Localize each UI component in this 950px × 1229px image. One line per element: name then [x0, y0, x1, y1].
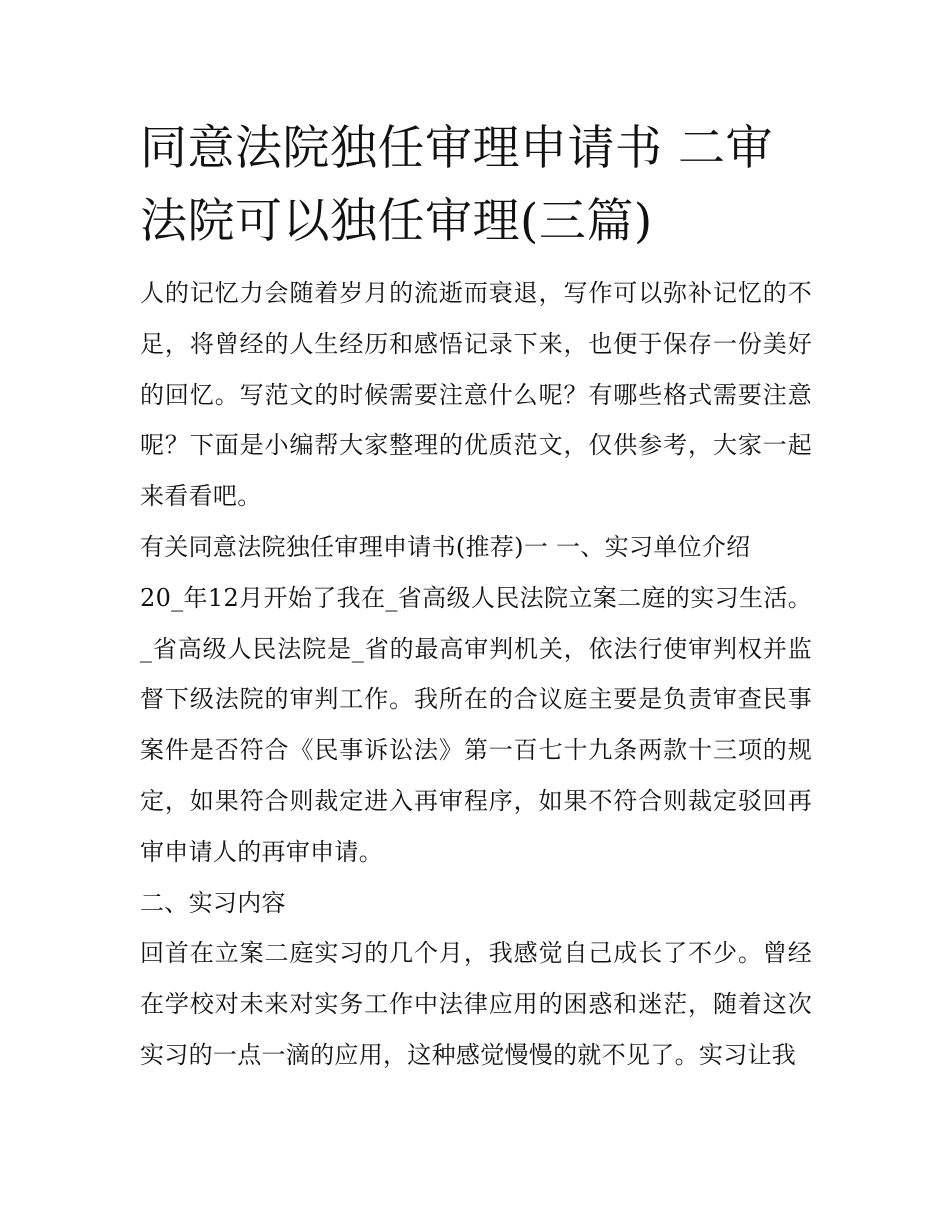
section-heading-1: 有关同意法院独任审理申请书(推荐)一 一、实习单位介绍 — [140, 532, 751, 561]
section-heading-2: 二、实习内容 — [140, 888, 286, 917]
document-title — [140, 112, 812, 258]
document-body — [140, 268, 812, 1081]
title-line-2: 法院可以独任审理(三篇) — [140, 194, 653, 249]
paragraph-internship-unit: 20_年12月开始了我在_省高级人民法院立案二庭的实习生活。_省高级人民法院是_省的最高审判机关，依法行使审判权并监督下级法院的审判工作。我所在的合议庭主要是负责审查民事案件是否符合《民事诉讼法》第一百七十九条两款十三项的规定，如果符合则裁定进入再审程序，如果不符合则裁定驳回再审申请人的再审申请。 — [140, 583, 812, 866]
document-page — [140, 112, 812, 1081]
title-line-1: 同意法院独任审理申请书 二审 — [140, 121, 773, 176]
intro-paragraph: 人的记忆力会随着岁月的流逝而衰退，写作可以弥补记忆的不足，将曾经的人生经历和感悟记录下来，也便于保存一份美好的回忆。写范文的时候需要注意什么呢？有哪些格式需要注意呢？下面是小编帮大家整理的优质范文，仅供参考，大家一起来看看吧。 — [140, 279, 812, 511]
paragraph-internship-content: 回首在立案二庭实习的几个月，我感觉自己成长了不少。曾经在学校对未来对实务工作中法律应用的困惑和迷茫，随着这次实习的一点一滴的应用，这种感觉慢慢的就不见了。实习让我 — [140, 939, 812, 1069]
